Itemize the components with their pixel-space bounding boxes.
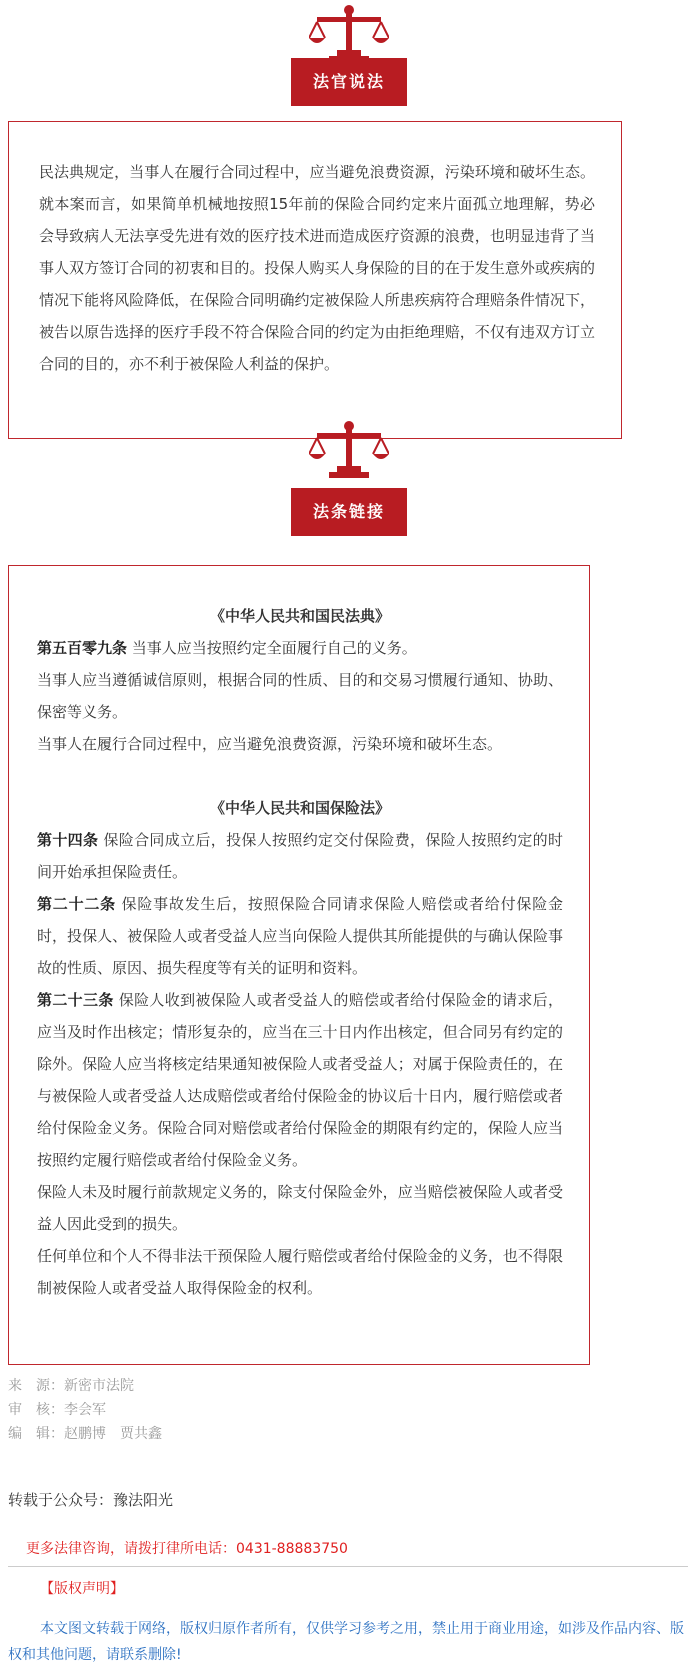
reviewer-value: 李会军 bbox=[64, 1402, 106, 1418]
scale-of-justice-icon bbox=[309, 420, 389, 482]
article-text: 保险合同成立后，投保人按照约定交付保险费，保险人按照约定的时间开始承担保险责任。 bbox=[37, 831, 563, 881]
insurance-law-article-22 bbox=[37, 888, 563, 984]
insurance-law-title: 《中华人民共和国保险法》 bbox=[209, 799, 390, 817]
divider bbox=[8, 1566, 688, 1567]
civil-code-paragraph: 当事人在履行合同过程中，应当避免浪费资源，污染环境和破坏生态。 bbox=[37, 735, 503, 753]
contact-line: 更多法律咨询，请拨打律所电话：0431-88883750 bbox=[26, 1541, 348, 1557]
editor-value: 赵鹏博 贾共鑫 bbox=[64, 1426, 162, 1442]
article-text: 当事人应当按照约定全面履行自己的义务。 bbox=[127, 639, 417, 657]
editor-line: 编 辑：赵鹏博 贾共鑫 bbox=[8, 1426, 162, 1442]
copyright-title: 【版权声明】 bbox=[40, 1581, 124, 1597]
insurance-law-article-14 bbox=[37, 824, 563, 888]
article-number: 第五百零九条 bbox=[37, 639, 128, 657]
insurance-law-article-23 bbox=[37, 984, 563, 1176]
copyright-text: 本文图文转载于网络，版权归原作者所有，仅供学习参考之用，禁止用于商业用途，如涉及作品内容、版权和其他问题，请联系删除! bbox=[8, 1621, 684, 1663]
section-title-law: 法条链接 bbox=[291, 488, 407, 536]
source-value: 新密市法院 bbox=[64, 1378, 134, 1394]
reviewer-line: 审 核：李会军 bbox=[8, 1402, 106, 1418]
section-title-judge: 法官说法 bbox=[291, 58, 407, 106]
repost-source: 转载于公众号：豫法阳光 bbox=[8, 1491, 174, 1509]
civil-code-title: 《中华人民共和国民法典》 bbox=[209, 607, 390, 625]
civil-code-paragraph: 当事人应当遵循诚信原则，根据合同的性质、目的和交易习惯履行通知、协助、保密等义务。 bbox=[37, 671, 563, 721]
article-text: 保险事故发生后，按照保险合同请求保险人赔偿或者给付保险金时，投保人、被保险人或者受益人应当向保险人提供其所能提供的与确认保险事故的性质、原因、损失程度等有关的证明和资料。 bbox=[37, 895, 563, 977]
article-text: 保险人收到被保险人或者受益人的赔偿或者给付保险金的请求后，应当及时作出核定；情形复杂的，应当在三十日内作出核定，但合同另有约定的除外。保险人应当将核定结果通知被保险人或者受益人；对属于保险责任的，在与被保险人或者受益人达成赔偿或者给付保险金的协议后十日内，履行赔偿或者给付保险金义务。保险合同对赔偿或者给付保险金的期限有约定的，保险人应当按照约定履行赔偿或者给付保险金义务。 bbox=[37, 991, 563, 1169]
civil-code-article-509 bbox=[37, 632, 563, 664]
article-number: 第十四条 bbox=[37, 831, 99, 849]
judge-comment-text: 民法典规定，当事人在履行合同过程中，应当避免浪费资源，污染环境和破坏生态。就本案而言，如果简单机械地按照15年前的保险合同约定来片面孤立地理解，势必会导致病人无法享受先进有效的医疗技术进而造成医疗资源的浪费，也明显违背了当事人双方签订合同的初衷和目的。投保人购买人身保险的目的在于发生意外或疾病的情况下能将风险降低，在保险合同明确约定被保险人所患疾病符合理赔条件情况下，被告以原告选择的医疗手段不符合保险合同的约定为由拒绝理赔，不仅有违双方订立合同的目的，亦不利于被保险人利益的保护。 bbox=[39, 163, 595, 373]
law-links-box bbox=[8, 565, 590, 1365]
scale-of-justice-icon bbox=[309, 4, 389, 66]
article-number: 第二十二条 bbox=[37, 895, 116, 913]
source-line: 来 源：新密市法院 bbox=[8, 1378, 134, 1394]
insurance-law-paragraph: 保险人未及时履行前款规定义务的，除支付保险金外，应当赔偿被保险人或者受益人因此受到的损失。 bbox=[37, 1183, 563, 1233]
article-number: 第二十三条 bbox=[37, 991, 114, 1009]
judge-comment-box bbox=[8, 121, 622, 439]
insurance-law-paragraph: 任何单位和个人不得非法干预保险人履行赔偿或者给付保险金的义务，也不得限制被保险人或者受益人取得保险金的权利。 bbox=[37, 1247, 563, 1297]
